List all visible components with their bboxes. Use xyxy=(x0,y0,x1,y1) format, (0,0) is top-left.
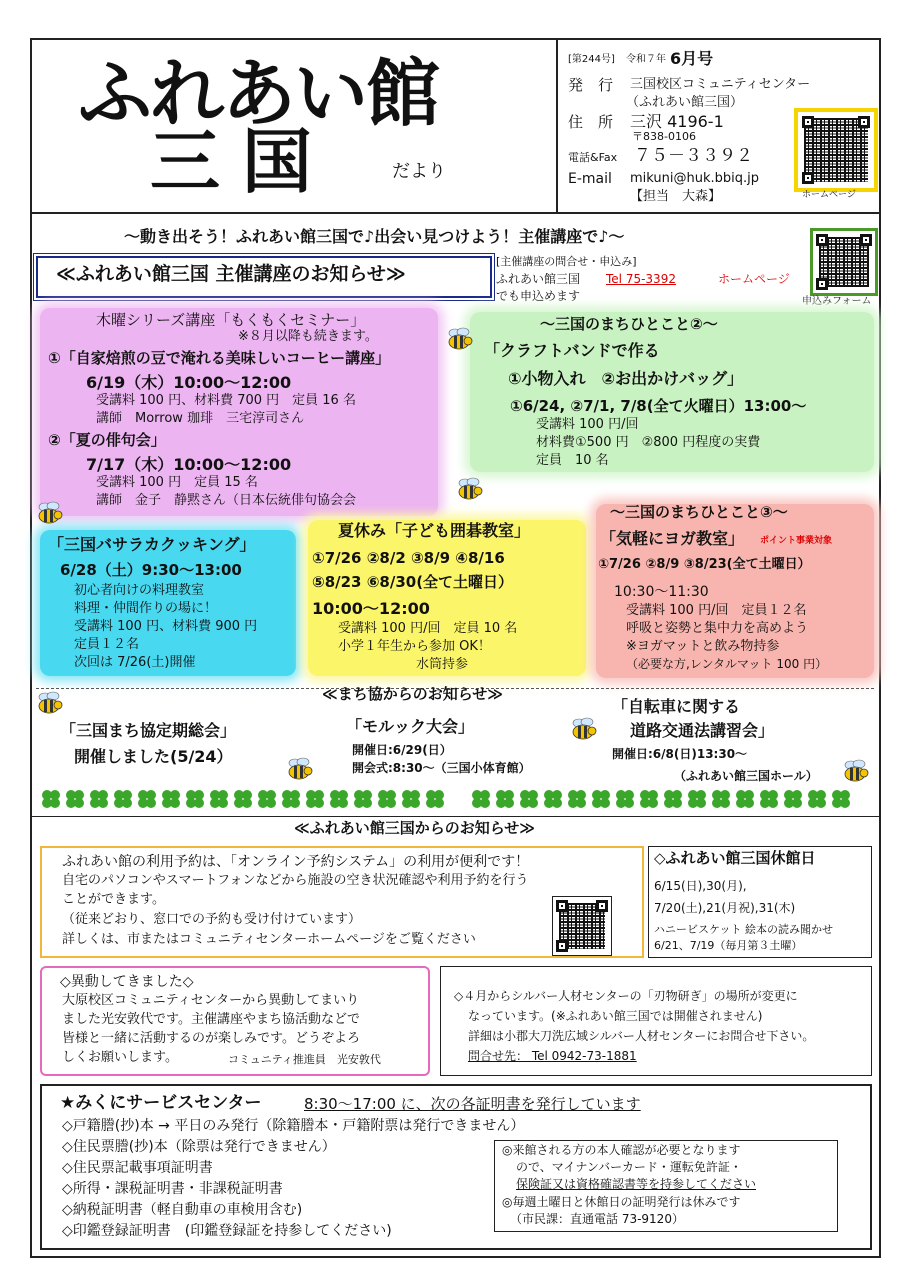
issue-date: 令和７年 xyxy=(626,54,666,65)
transfer-line1: 大原校区コミュニティセンターから異動してまいり xyxy=(62,993,360,1008)
service-note3: 保険証又は資格確認書等を持参してください xyxy=(516,1177,757,1191)
email-label: E-mail xyxy=(568,171,612,187)
clover-icon xyxy=(184,788,206,810)
issue-month: 6月号 xyxy=(670,49,714,68)
inquiry-tel[interactable]: Tel 75-3392 xyxy=(606,272,676,286)
craftband-dates: ①6/24, ②7/1, 7/8(全て火曜日）13:00～ xyxy=(510,397,807,415)
header-vdivider xyxy=(556,38,558,214)
reservation-line4: （従来どおり、窓口での予約も受け付けています） xyxy=(62,912,362,927)
form-qr-code[interactable] xyxy=(810,228,878,296)
service-item1: ◇戸籍謄(抄)本 → 平日のみ発行（除籍謄本・戸籍附票は発行できません） xyxy=(62,1118,525,1134)
craftband-fee: 受講料 100 円/回 xyxy=(536,417,639,432)
honey-biscuit-dates: 6/21、7/19（毎月第３土曜） xyxy=(654,939,803,952)
craftband-subtitle: 「クラフトバンドで作る xyxy=(484,341,660,360)
clover-icon xyxy=(280,788,302,810)
qr-finder xyxy=(596,900,608,912)
inquiry-line1: [主催講座の問合せ・申込み] xyxy=(496,255,637,268)
bicycle-lecture-title1: 「自転車に関する xyxy=(612,697,741,716)
yoga-bring: ※ヨガマットと飲み物持参 xyxy=(626,639,780,654)
publisher-label: 発 行 xyxy=(568,76,614,94)
header-divider xyxy=(30,212,881,214)
reservation-line5: 詳しくは、市またはコミュニティセンターホームページをご覧ください xyxy=(62,932,476,947)
reservation-line3: ことができます。 xyxy=(62,892,165,907)
craftband-items: ①小物入れ ②お出かけバッグ」 xyxy=(508,369,744,388)
homepage-qr-code[interactable] xyxy=(794,108,878,192)
transfer-line3: 皆様と一緒に活動するのが楽しみです。どうぞよろ xyxy=(62,1031,360,1046)
transfer-title: ◇異動してきました◇ xyxy=(60,974,194,990)
qr-finder xyxy=(816,278,828,290)
service-item2: ◇住民票謄(抄)本（除票は発行できません） xyxy=(62,1139,336,1155)
clover-icon xyxy=(424,788,446,810)
basara-line3: 受講料 100 円、材料費 900 円 xyxy=(74,619,258,634)
bee-icon xyxy=(36,690,64,716)
qr-finder xyxy=(858,116,870,128)
general-meeting-date: 開催しました(5/24） xyxy=(74,747,233,766)
bicycle-lecture-place: （ふれあい館三国ホール） xyxy=(674,769,818,783)
yoga-fee: 受講料 100 円/回 定員１２名 xyxy=(626,603,807,618)
clover-icon xyxy=(710,788,732,810)
clover-icon xyxy=(494,788,516,810)
silver-line3: 詳細は小郡大刀洗広域シルバー人材センターにお問合せ下さい。 xyxy=(468,1029,815,1043)
qr-finder xyxy=(816,234,828,246)
coffee-course-title: ①「自家焙煎の豆で淹れる美味しいコーヒー講座」 xyxy=(48,349,391,367)
logo-title: ふれあい館 xyxy=(78,51,438,137)
clover-icon xyxy=(208,788,230,810)
service-center-title: ★みくにサービスセンター xyxy=(60,1093,262,1113)
qr-finder xyxy=(556,900,568,912)
notice-title: ≪ふれあい館三国 主催講座のお知らせ≫ xyxy=(56,263,406,285)
address: 三沢 4196-1 xyxy=(630,112,724,131)
clover-icon xyxy=(614,788,636,810)
silver-line2: なっています。(※ふれあい館三国では開催されません) xyxy=(468,1009,763,1023)
clover-icon xyxy=(590,788,612,810)
closed-days-june: 6/15(日),30(月), xyxy=(654,879,747,893)
logo-subtitle: 三国 xyxy=(150,120,334,203)
coffee-course-date: 6/19（木）10:00～12:00 xyxy=(86,373,292,392)
clover-icon xyxy=(160,788,182,810)
service-item6: ◇印鑑登録証明書 (印鑑登録証を持参してください) xyxy=(62,1223,392,1239)
clover-icon xyxy=(518,788,540,810)
bee-icon xyxy=(446,326,474,352)
haiku-course-date: 7/17（木）10:00～12:00 xyxy=(86,455,292,474)
bee-icon xyxy=(842,758,870,784)
service-item4: ◇所得・課税証明書・非課税証明書 xyxy=(62,1181,283,1197)
clover-icon xyxy=(136,788,158,810)
yoga-rental: （必要な方,レンタルマット 100 円） xyxy=(626,657,828,671)
basara-line2: 料理・仲間作りの場に！ xyxy=(74,601,218,616)
reservation-line2: 自宅のパソコンやスマートフォンなどから施設の空き状況確認や利用予約を行う xyxy=(62,873,529,888)
service-center-hours: 8:30～17:00 に、次の各証明書を発行しています xyxy=(304,1095,641,1113)
bicycle-lecture-date: 開催日:6/8(日)13:30～ xyxy=(612,747,748,761)
transfer-line2: ました光安敦代です。主催講座やまち協活動などで xyxy=(62,1012,360,1027)
transfer-line4: しくお願いします。 xyxy=(62,1050,178,1065)
service-item5: ◇納税証明書（軽自動車の車検用含む) xyxy=(62,1202,303,1218)
email[interactable]: mikuni@huk.bbiq.jp xyxy=(630,171,759,186)
machi2-title: ～三国のまちひとこと②～ xyxy=(540,315,718,333)
basara-date: 6/28（土）9:30～13:00 xyxy=(60,561,242,579)
bee-icon xyxy=(286,756,314,782)
clover-icon xyxy=(830,788,852,810)
closed-days-july: 7/20(土),21(月祝),31(木) xyxy=(654,901,796,915)
mokumoku-title: 木曜シリーズ講座「もくもくセミナー」 xyxy=(96,311,366,329)
clover-icon xyxy=(734,788,756,810)
service-note4: ◎毎週土曜日と休館日の証明発行は休みです xyxy=(502,1195,741,1209)
igo-title: 夏休み「子ども囲碁教室」 xyxy=(338,521,531,540)
service-item3: ◇住民票記載事項証明書 xyxy=(62,1160,213,1176)
igo-fee: 受講料 100 円/回 定員 10 名 xyxy=(338,621,518,636)
yoga-name: 「気軽にヨガ教室」 xyxy=(600,529,745,548)
clover-icon xyxy=(542,788,564,810)
inquiry-homepage[interactable]: ホームページ xyxy=(718,272,790,286)
postal-code: 〒838-0106 xyxy=(632,130,696,143)
craftband-capacity: 定員 10 名 xyxy=(536,453,609,468)
clover-icon xyxy=(806,788,828,810)
form-qr-caption: 申込みフォーム xyxy=(802,296,872,307)
clover-icon xyxy=(400,788,422,810)
mokumoku-note: ※８月以降も続きます。 xyxy=(238,329,378,344)
bee-icon xyxy=(456,476,484,502)
clover-icon xyxy=(470,788,492,810)
general-meeting-title: 「三国まち協定期総会」 xyxy=(60,721,237,740)
slogan: ～動き出そう！ふれあい館三国で♪出会い見つけよう！主催講座で♪～ xyxy=(124,227,625,246)
service-note1: ◎来館される方の本人確認が必要となります xyxy=(502,1143,741,1157)
qr-finder xyxy=(802,172,814,184)
basara-line1: 初心者向けの料理教室 xyxy=(74,583,205,598)
homepage-qr-caption: ホームページ xyxy=(802,190,856,200)
phone-number: ７５－３３９２ xyxy=(634,146,753,166)
clover-icon xyxy=(566,788,588,810)
coffee-course-fee: 受講料 100 円、材料費 700 円 定員 16 名 xyxy=(96,393,356,408)
coffee-course-lecturer: 講師 Morrow 珈琲 三宅淳司さん xyxy=(96,411,305,426)
basara-line5: 次回は 7/26(土)開催 xyxy=(74,655,196,670)
publisher-sub: （ふれあい館三国） xyxy=(626,95,744,110)
haiku-course-title: ②「夏の俳句会」 xyxy=(48,431,166,449)
silver-line1: ◇４月からシルバー人材センターの「刃物研ぎ」の場所が変更に xyxy=(454,989,798,1003)
clover-icon xyxy=(112,788,134,810)
clover-icon xyxy=(232,788,254,810)
machikyo-title: ≪まち協からのお知らせ≫ xyxy=(322,685,503,703)
clover-icon xyxy=(376,788,398,810)
honey-biscuit-title: ハニービスケット 絵本の読み聞かせ xyxy=(654,923,833,936)
haiku-course-lecturer: 講師 金子 静黙さん（日本伝統俳句協会会 xyxy=(96,493,357,508)
clover-icon xyxy=(328,788,350,810)
molkky-date: 開催日:6/29(日） xyxy=(352,743,452,757)
haiku-course-fee: 受講料 100 円 定員 15 名 xyxy=(96,475,258,490)
service-note2: ので、マイナンバーカード・運転免許証・ xyxy=(516,1160,742,1174)
yoga-point-badge: ポイント事業対象 xyxy=(760,536,833,546)
basara-title: 「三国バサラカクッキング」 xyxy=(48,535,256,554)
clover-icon xyxy=(256,788,278,810)
igo-time: 10:00～12:00 xyxy=(312,599,430,618)
reservation-line1: ふれあい館の利用予約は、「オンライン予約システム」の利用が便利です！ xyxy=(62,854,530,870)
bee-icon xyxy=(570,716,598,742)
inquiry-line2: ふれあい館三国 xyxy=(496,272,581,286)
section-divider xyxy=(30,816,881,817)
molkky-title: 「モルック大会」 xyxy=(346,717,475,736)
clover-icon xyxy=(88,788,110,810)
qr-finder xyxy=(860,234,872,246)
clover-icon xyxy=(782,788,804,810)
igo-note: 小学１年生から参加 OK！ xyxy=(338,639,491,654)
logo-tail: だより xyxy=(392,161,446,182)
contact-person: 【担当 大森】 xyxy=(630,189,722,204)
clover-icon xyxy=(352,788,374,810)
igo-dates2: ⑤8/23 ⑥8/30(全て土曜日） xyxy=(312,573,514,591)
phone-label: 電話&Fax xyxy=(568,151,618,164)
qr-finder xyxy=(802,116,814,128)
fureai-title: ≪ふれあい館三国からのお知らせ≫ xyxy=(294,819,535,837)
clover-icon xyxy=(40,788,62,810)
yoga-desc: 呼吸と姿勢と集中力を高めよう xyxy=(626,621,809,636)
inquiry-line3: でも申込めます xyxy=(496,289,581,303)
silver-contact: 問合せ先： Tel 0942-73-1881 xyxy=(468,1049,637,1063)
yoga-time: 10:30～11:30 xyxy=(614,584,709,600)
bee-icon xyxy=(36,500,64,526)
closed-days-title: ◇ふれあい館三国休館日 xyxy=(654,849,816,867)
transfer-signature: コミュニティ推進員 光安敦代 xyxy=(228,1053,381,1066)
clover-icon xyxy=(304,788,326,810)
bicycle-lecture-title2: 道路交通法講習会」 xyxy=(630,721,775,740)
yoga-dates: ①7/26 ②8/9 ③8/23(全て土曜日） xyxy=(598,557,811,572)
issue-number: [第244号] xyxy=(568,54,615,65)
clover-icon xyxy=(758,788,780,810)
basara-line4: 定員１２名 xyxy=(74,637,140,652)
reservation-qr-code[interactable] xyxy=(552,896,612,956)
molkky-opening: 開会式:8:30～（三国小体育館） xyxy=(352,761,531,775)
address-label: 住 所 xyxy=(568,113,614,131)
publisher: 三国校区コミュニティセンター xyxy=(630,77,811,92)
clover-icon xyxy=(64,788,86,810)
igo-dates1: ①7/26 ②8/2 ③8/9 ④8/16 xyxy=(312,549,505,567)
clover-icon xyxy=(662,788,684,810)
qr-finder xyxy=(556,940,568,952)
clover-icon xyxy=(686,788,708,810)
craftband-material: 材料費①500 円 ②800 円程度の実費 xyxy=(536,435,761,450)
machi3-title: ～三国のまちひとこと③～ xyxy=(610,503,788,521)
service-note5: （市民課：直通電話 73-9120） xyxy=(510,1212,684,1226)
igo-bring: 水筒持参 xyxy=(416,657,469,672)
clover-icon xyxy=(638,788,660,810)
